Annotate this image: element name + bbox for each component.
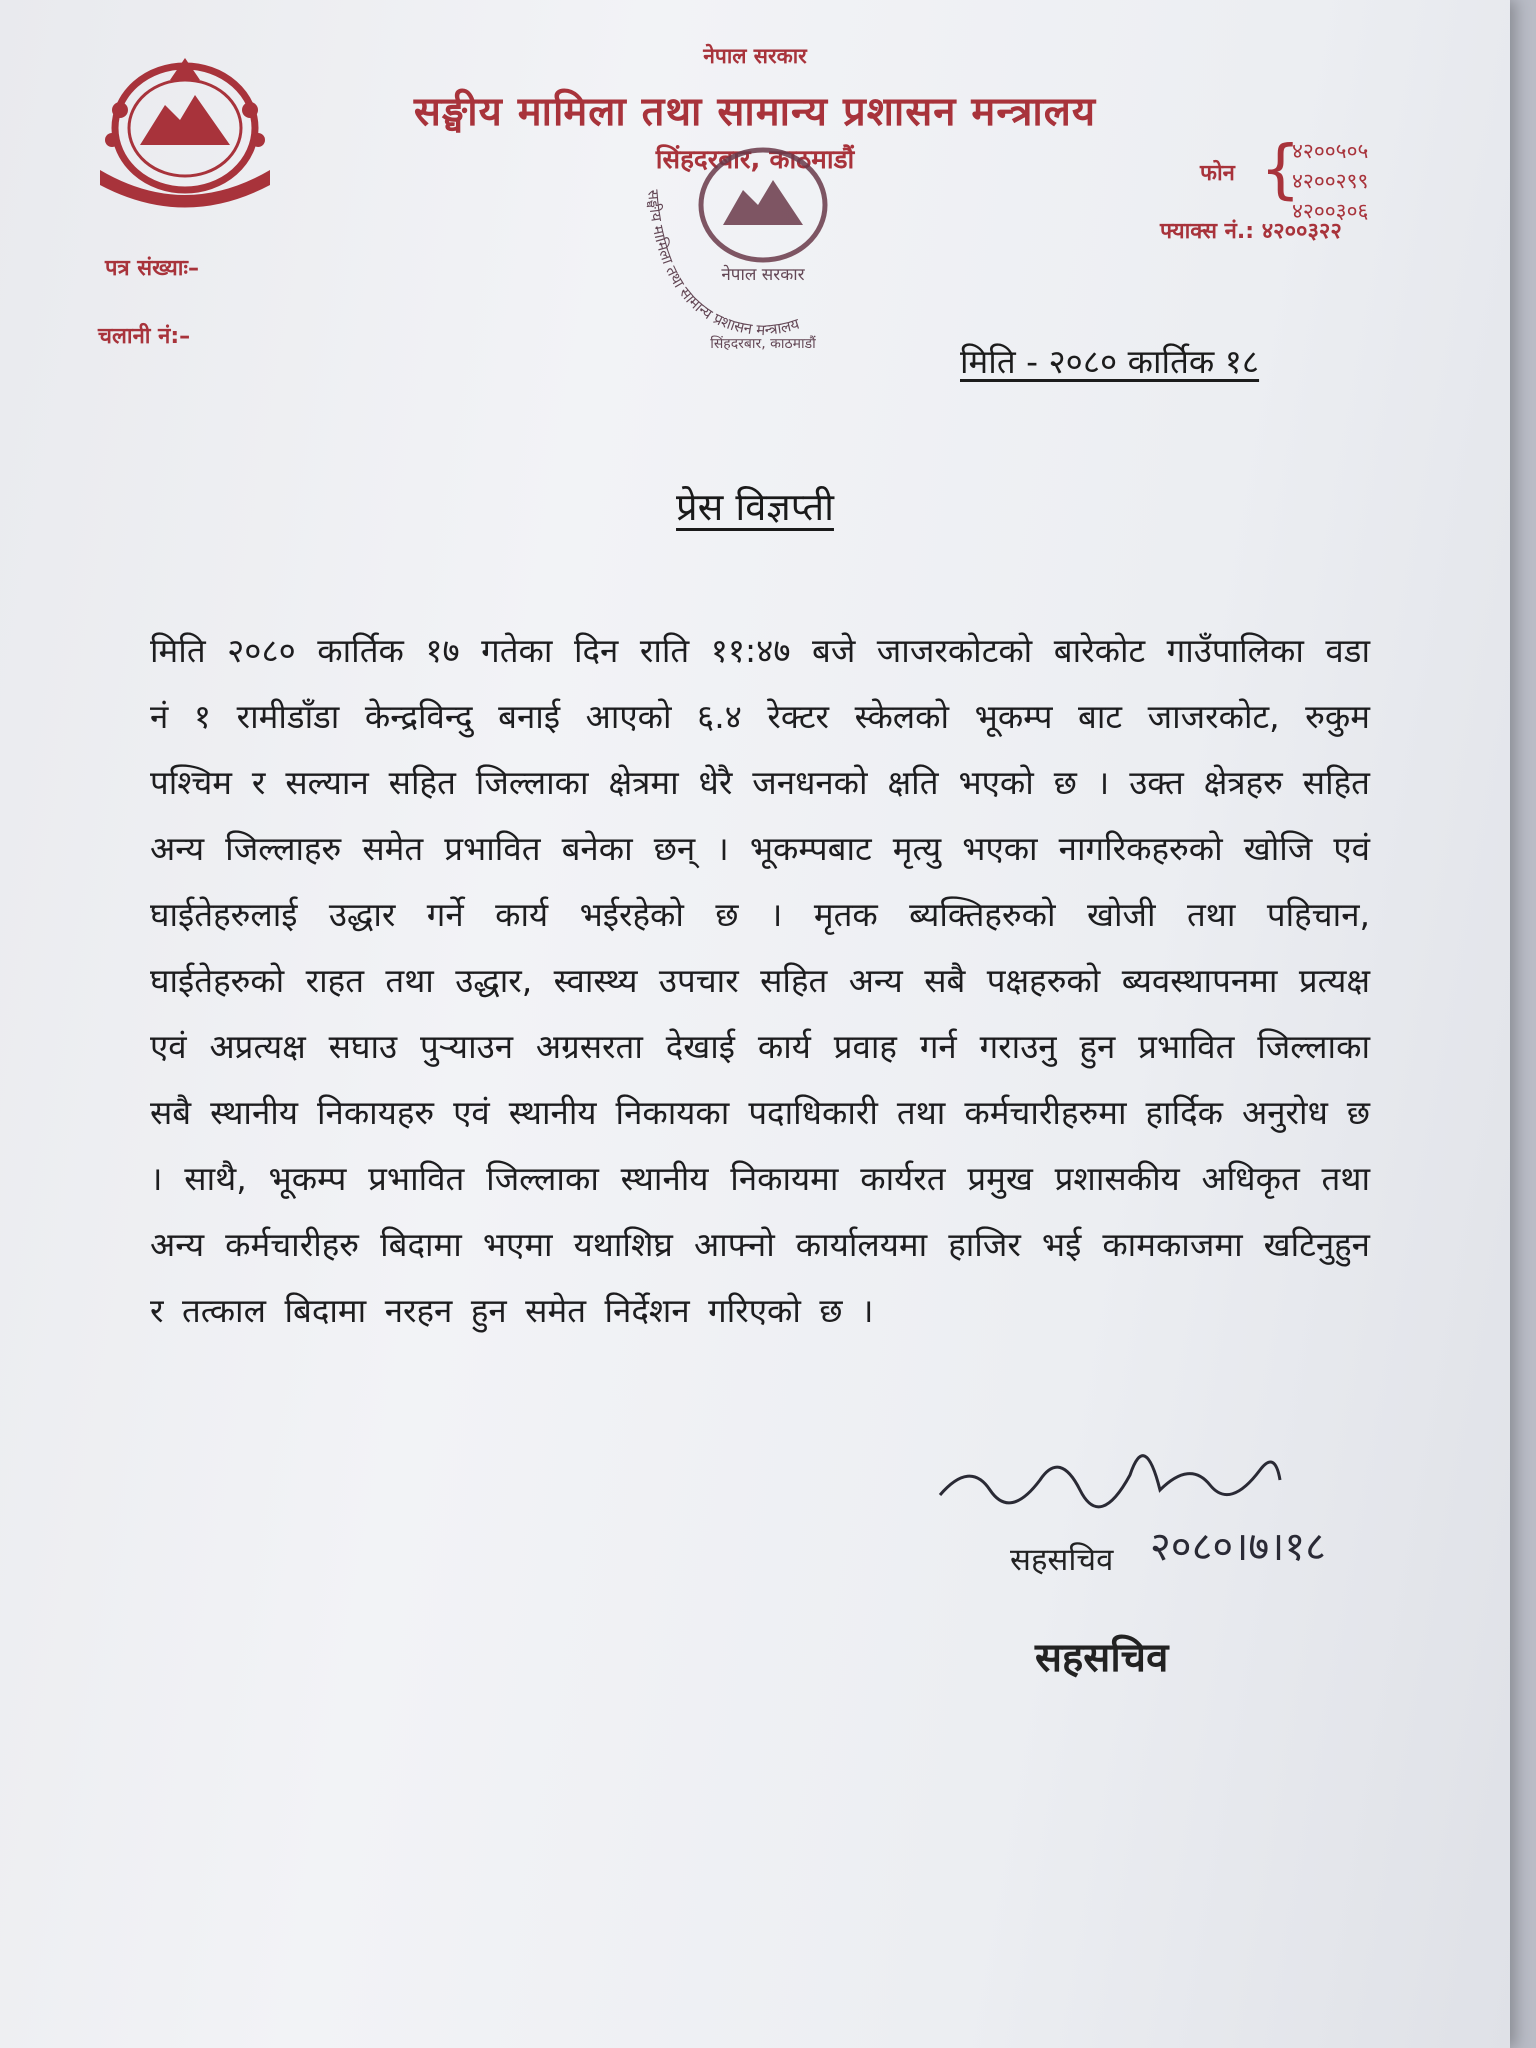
phone-label: फोन [1200, 161, 1235, 186]
signatory-title-stamp: सहसचिव [1035, 1635, 1169, 1681]
dispatch-number-label: चलानी नं:– [98, 324, 191, 349]
press-release-body: मिति २०८० कार्तिक १७ गतेका दिन राति ११:४७ बजे जाजरकोटको बारेकोट गाउँपालिका वडा नं १ रामीडाँडा केन्द्रविन्दु बनाई आएको ६.४ रेक्टर स्केलको भूकम्प बाट जाजरकोट, रुकुम पश्चिम र सल्यान सहित जिल्लाका क्षेत्रमा धेरै जनधनको क्षति भएको छ । उक्त क्षेत्रहरु सहित अन्य जिल्लाहरु समेत प्रभावित बनेका छन् । भूकम्पबाट मृत्यु भएका नागरिकहरुको खोजि एवं घाईतेहरुलाई उद्धार गर्ने कार्य भईरहेको छ । मृतक ब्यक्तिहरुको खोजी तथा पहिचान, घाईतेहरुको राहत तथा उद्धार, स्वास्थ्य उपचार सहित अन्य सबै पक्षहरुको ब्यवस्थापनमा प्रत्यक्ष एवं अप्रत्यक्ष सघाउ पुर्‍याउन अग्रसरता देखाई कार्य प्रवाह गर्न गराउनु हुन प्रभावित जिल्लाका सबै स्थानीय निकायहरु एवं स्थानीय निकायका पदाधिकारी तथा कर्मचारीहरुमा हार्दिक अनुरोध छ । साथै, भूकम्प प्रभावित जिल्लाका स्थानीय निकायमा कार्यरत प्रमुख प्रशासकीय अधिकृत तथा अन्य कर्मचारीहरु बिदामा भएमा यथाशिघ्र आफ्नो कार्यालयमा हाजिर भई कामकाजमा खटिनुहुन र तत्काल बिदामा नरहन हुन समेत निर्देशन गरिएको छ । [150, 631, 1370, 1330]
handwritten-signature [930, 1420, 1390, 1570]
ministry-name: सङ्घीय मामिला तथा सामान्य प्रशासन मन्त्रालय [413, 89, 1097, 135]
letter-number-label: पत्र संख्याः– [105, 256, 199, 281]
ministry-address: सिंहदरबार, काठमाडौं [655, 145, 855, 175]
phone-number: ४२००५०५ [1292, 139, 1369, 163]
stamp-emblem-icon [701, 150, 825, 260]
stamp-ministry: सङ्घीय मामिला तथा सामान्य प्रशासन मन्त्रालय [643, 188, 802, 340]
press-release-heading: प्रेस विज्ञप्ती [676, 485, 834, 529]
signatory-title: सहसचिव [1010, 1542, 1114, 1578]
fax-number: फ्याक्स नं.: ४२००३२२ [1160, 219, 1342, 244]
letter-date: मिति - २०८० कार्तिक १८ [960, 342, 1260, 381]
government-name: नेपाल सरकार [703, 44, 807, 68]
signature-date: २०८०।७।१८ [1150, 1524, 1326, 1570]
phone-number: ४२००३०६ [1292, 199, 1369, 223]
phone-brace: { [1260, 133, 1301, 207]
stamp-government: नेपाल सरकार [721, 265, 805, 285]
office-stamp [628, 130, 898, 350]
phone-number: ४२००२९९ [1292, 169, 1369, 193]
stamp-address: सिंहदरबार, काठमाडौं [710, 336, 816, 350]
phone-numbers [1292, 136, 1368, 226]
